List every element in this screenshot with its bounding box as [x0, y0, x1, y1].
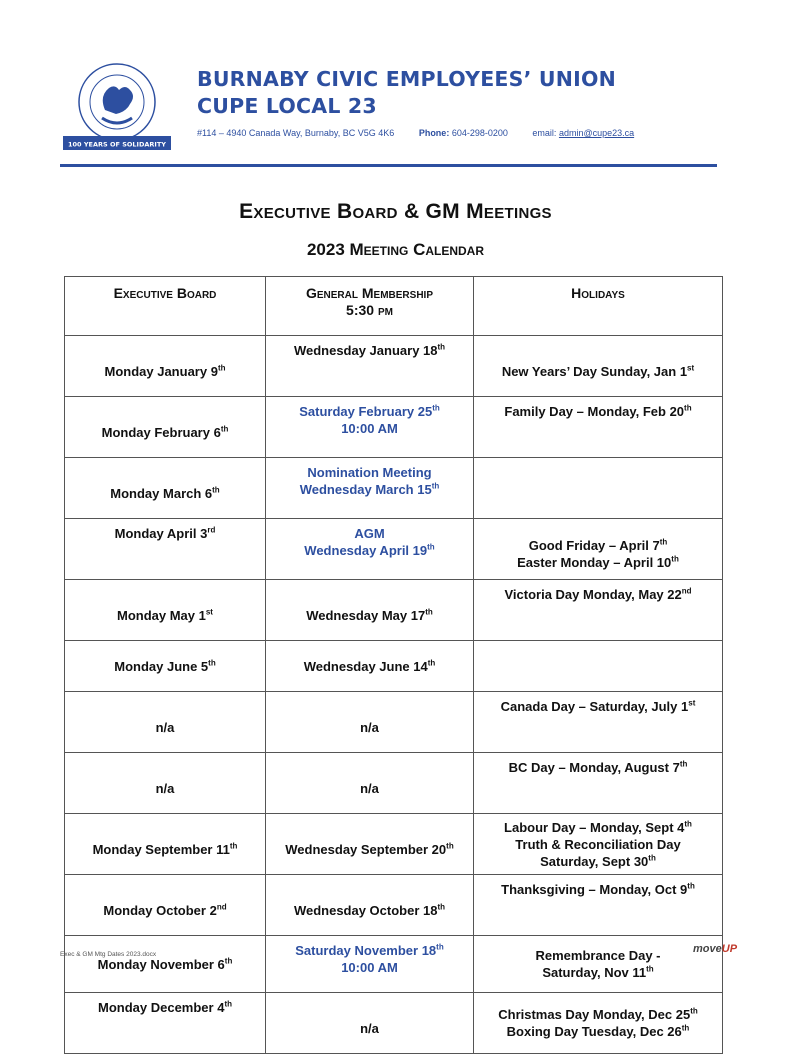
- executive-board-date: [69, 607, 261, 624]
- cell-executive-board: [65, 458, 266, 519]
- general-membership-line: [270, 542, 469, 559]
- general-membership-line: [270, 841, 469, 858]
- table-row: [65, 692, 723, 753]
- general-membership-line: [270, 403, 469, 420]
- phone-label: Phone:: [418, 128, 450, 138]
- holiday-line-text: Labour Day – Monday, Sept 4: [504, 819, 685, 835]
- holiday-line: [478, 403, 718, 420]
- general-membership-line-text: Wednesday September 20: [285, 841, 447, 857]
- cell-executive-board: [65, 993, 266, 1054]
- executive-board-date: [69, 525, 261, 542]
- executive-board-date-suffix: th: [224, 956, 233, 966]
- holiday-line-suffix: nd: [681, 586, 692, 596]
- general-membership-line: [270, 1020, 469, 1037]
- general-membership-line: [270, 464, 469, 481]
- executive-board-date: [69, 485, 261, 502]
- executive-board-date-text: Monday June 5: [114, 658, 209, 674]
- cell-general-membership: [266, 458, 474, 519]
- general-membership-line-suffix: th: [431, 481, 440, 491]
- executive-board-date-text: Monday February 6: [101, 424, 221, 440]
- general-membership-line: [270, 959, 469, 976]
- table-row: [65, 936, 723, 993]
- table-row: [65, 397, 723, 458]
- executive-board-date-suffix: th: [208, 658, 216, 668]
- holiday-line-text: Saturday, Nov 11: [542, 965, 647, 980]
- table-row: [65, 875, 723, 936]
- holiday-line: [478, 698, 718, 715]
- general-membership-line-text: Wednesday June 14: [303, 658, 428, 674]
- general-membership-line-text: Saturday February 25: [299, 404, 433, 419]
- general-membership-line-text: Wednesday October 18: [293, 902, 438, 918]
- cell-general-membership: [266, 692, 474, 753]
- executive-board-date-text: Monday December 4: [98, 1000, 225, 1015]
- holiday-line-text: New Years’ Day Sunday, Jan 1: [501, 363, 688, 379]
- general-membership-line-text: Wednesday April 19: [304, 543, 428, 558]
- general-membership-line: [270, 658, 469, 675]
- cell-general-membership: [266, 397, 474, 458]
- page-title: Executive Board & GM Meetings: [239, 200, 552, 223]
- general-membership-line-text: 10:00 AM: [341, 960, 398, 975]
- holiday-line: [478, 363, 718, 380]
- header-gm-label: General Membership: [305, 285, 433, 301]
- executive-board-date-text: n/a: [155, 780, 175, 796]
- moveup-logo-right: UP: [721, 943, 738, 955]
- holiday-line-suffix: th: [684, 403, 692, 413]
- executive-board-date-text: Monday September 11: [92, 841, 230, 857]
- cell-executive-board: [65, 580, 266, 641]
- email-label: email:: [532, 128, 557, 138]
- executive-board-date-suffix: st: [205, 607, 213, 617]
- executive-board-date-text: Monday January 9: [104, 363, 218, 379]
- general-membership-line-text: 10:00 AM: [341, 421, 398, 436]
- holiday-line-suffix: th: [659, 537, 668, 547]
- executive-board-date-suffix: rd: [207, 525, 216, 535]
- holiday-line: [478, 836, 718, 853]
- union-title: BURNABY CIVIC EMPLOYEES’ UNION: [197, 67, 616, 91]
- cell-executive-board: [65, 336, 266, 397]
- executive-board-date-suffix: th: [212, 485, 220, 495]
- general-membership-line-text: Wednesday January 18: [293, 343, 438, 358]
- holiday-line-text: Victoria Day Monday, May 22: [504, 587, 682, 602]
- cell-holidays: [474, 458, 723, 519]
- logo-banner-text: 100 YEARS OF SOLIDARITY: [68, 140, 166, 149]
- table-row: [65, 814, 723, 875]
- holiday-line-text: Saturday, Sept 30: [540, 853, 649, 869]
- general-membership-line-text: Nomination Meeting: [307, 465, 432, 480]
- table-row: [65, 580, 723, 641]
- holiday-line: [478, 964, 718, 981]
- cell-holidays: [474, 814, 723, 875]
- moveup-logo: [693, 943, 737, 955]
- moveup-logo-left: move: [693, 943, 722, 955]
- executive-board-date: [69, 999, 261, 1016]
- holiday-line-suffix: th: [648, 853, 656, 863]
- general-membership-line-suffix: th: [437, 342, 446, 352]
- holiday-line-text: BC Day – Monday, August 7: [508, 760, 680, 775]
- holiday-line-text: Christmas Day Monday, Dec 25: [498, 1007, 691, 1022]
- holiday-line-text: Thanksgiving – Monday, Oct 9: [501, 882, 688, 897]
- general-membership-line-suffix: th: [427, 542, 435, 552]
- holiday-line: [478, 586, 718, 603]
- cell-executive-board: [65, 692, 266, 753]
- executive-board-date-suffix: nd: [216, 902, 227, 912]
- cell-general-membership: [266, 336, 474, 397]
- cell-general-membership: [266, 814, 474, 875]
- executive-board-date-text: Monday April 3: [114, 526, 208, 541]
- cell-executive-board: [65, 875, 266, 936]
- holiday-line: [478, 947, 718, 964]
- holiday-line: [478, 1006, 718, 1023]
- cell-general-membership: [266, 519, 474, 580]
- header-executive-board: Executive Board: [65, 277, 266, 336]
- holiday-line-text: Canada Day – Saturday, July 1: [500, 699, 689, 714]
- general-membership-line: [270, 342, 469, 359]
- holiday-line-suffix: th: [687, 881, 695, 891]
- general-membership-line: [270, 902, 469, 919]
- letterhead: [0, 0, 791, 175]
- cell-holidays: [474, 397, 723, 458]
- holiday-line-text: Easter Monday – April 10: [517, 555, 672, 570]
- general-membership-line: [270, 719, 469, 736]
- holiday-line-suffix: th: [679, 759, 688, 769]
- header-holidays: Holidays: [474, 277, 723, 336]
- holiday-line: [478, 853, 718, 870]
- holiday-line: [478, 537, 718, 554]
- holiday-line: [478, 1023, 718, 1040]
- header-general-membership: [266, 277, 474, 336]
- executive-board-date-text: Monday November 6: [97, 956, 225, 972]
- executive-board-date: [69, 658, 261, 675]
- executive-board-date-suffix: th: [224, 999, 232, 1009]
- cell-executive-board: [65, 397, 266, 458]
- general-membership-line: [270, 525, 469, 542]
- cell-holidays: [474, 336, 723, 397]
- general-membership-line-text: AGM: [354, 526, 385, 541]
- holiday-line-text: Boxing Day Tuesday, Dec 26: [506, 1024, 682, 1039]
- executive-board-date-text: Monday May 1: [117, 607, 206, 623]
- general-membership-line-text: Wednesday March 15: [299, 482, 432, 497]
- executive-board-date: [69, 956, 261, 973]
- executive-board-date: [69, 424, 261, 441]
- holiday-line-suffix: th: [671, 554, 679, 564]
- meeting-calendar-table: [64, 276, 723, 1054]
- general-membership-line-suffix: th: [446, 841, 454, 851]
- holiday-line-text: Truth & Reconciliation Day: [515, 836, 681, 852]
- executive-board-date-text: Monday October 2: [103, 902, 217, 918]
- executive-board-date: [69, 841, 261, 858]
- general-membership-line-text: n/a: [360, 780, 379, 796]
- table-row: [65, 336, 723, 397]
- cell-executive-board: [65, 753, 266, 814]
- executive-board-date-text: Monday March 6: [110, 485, 213, 501]
- union-name: [197, 66, 616, 120]
- executive-board-date-suffix: th: [217, 363, 226, 373]
- union-logo-icon: [55, 58, 179, 158]
- executive-board-date: [69, 363, 261, 380]
- cell-executive-board: [65, 641, 266, 692]
- cell-holidays: [474, 936, 723, 993]
- table-row: [65, 641, 723, 692]
- general-membership-line-suffix: th: [427, 658, 436, 668]
- holiday-line-suffix: st: [687, 363, 695, 373]
- general-membership-line-suffix: th: [425, 607, 433, 617]
- cell-general-membership: [266, 993, 474, 1054]
- table-row: [65, 753, 723, 814]
- general-membership-line-suffix: th: [437, 902, 446, 912]
- cell-holidays: [474, 875, 723, 936]
- holiday-line-suffix: st: [688, 698, 696, 708]
- cell-holidays: [474, 641, 723, 692]
- cell-general-membership: [266, 753, 474, 814]
- cell-holidays: [474, 692, 723, 753]
- cell-executive-board: [65, 814, 266, 875]
- holiday-line-text: Family Day – Monday, Feb 20: [504, 404, 685, 419]
- cell-holidays: [474, 993, 723, 1054]
- general-membership-line: [270, 942, 469, 959]
- cell-executive-board: [65, 936, 266, 993]
- address: #114 – 4940 Canada Way, Burnaby, BC V5G 4K6: [197, 128, 395, 138]
- cell-general-membership: [266, 875, 474, 936]
- footer-filename: Exec & GM Mtg Dates 2023.docx: [60, 951, 157, 958]
- executive-board-date-suffix: th: [229, 841, 238, 851]
- cell-general-membership: [266, 936, 474, 993]
- general-membership-line-suffix: th: [432, 403, 440, 413]
- table-row: [65, 993, 723, 1054]
- holiday-line: [478, 554, 718, 571]
- cell-general-membership: [266, 580, 474, 641]
- table-row: [65, 458, 723, 519]
- holiday-line-suffix: th: [690, 1006, 698, 1016]
- table-row: [65, 519, 723, 580]
- executive-board-date: [69, 780, 261, 797]
- general-membership-line-text: n/a: [360, 719, 379, 735]
- holiday-line-suffix: th: [681, 1023, 690, 1033]
- general-membership-line-text: Wednesday May 17: [306, 607, 426, 623]
- cell-holidays: [474, 519, 723, 580]
- union-local: CUPE LOCAL 23: [197, 94, 377, 118]
- header-gm-time: 5:30 pm: [346, 302, 393, 318]
- holiday-line-suffix: th: [646, 964, 654, 974]
- header-divider: [60, 164, 717, 167]
- executive-board-date-text: n/a: [155, 719, 175, 735]
- cell-executive-board: [65, 519, 266, 580]
- table-body: [65, 336, 723, 1054]
- executive-board-date-suffix: th: [220, 424, 229, 434]
- phone-number: 604-298-0200: [451, 128, 508, 138]
- contact-line: [197, 128, 634, 138]
- executive-board-date: [69, 902, 261, 919]
- cell-holidays: [474, 580, 723, 641]
- holiday-line-text: Good Friday – April 7: [528, 538, 660, 553]
- holiday-line-text: Remembrance Day -: [535, 948, 661, 963]
- holiday-line: [478, 881, 718, 898]
- general-membership-line: [270, 420, 469, 437]
- general-membership-line-suffix: th: [436, 942, 444, 952]
- general-membership-line: [270, 780, 469, 797]
- general-membership-line-text: n/a: [360, 1020, 379, 1036]
- holiday-line: [478, 759, 718, 776]
- general-membership-line-text: Saturday November 18: [295, 943, 437, 958]
- cell-general-membership: [266, 641, 474, 692]
- page-subtitle: 2023 Meeting Calendar: [306, 240, 485, 259]
- email-link[interactable]: admin@cupe23.ca: [558, 128, 635, 138]
- executive-board-date: [69, 719, 261, 736]
- general-membership-line: [270, 481, 469, 498]
- cell-holidays: [474, 753, 723, 814]
- holiday-line-suffix: th: [684, 819, 692, 829]
- general-membership-line: [270, 607, 469, 624]
- table-header-row: [65, 277, 723, 336]
- holiday-line: [478, 819, 718, 836]
